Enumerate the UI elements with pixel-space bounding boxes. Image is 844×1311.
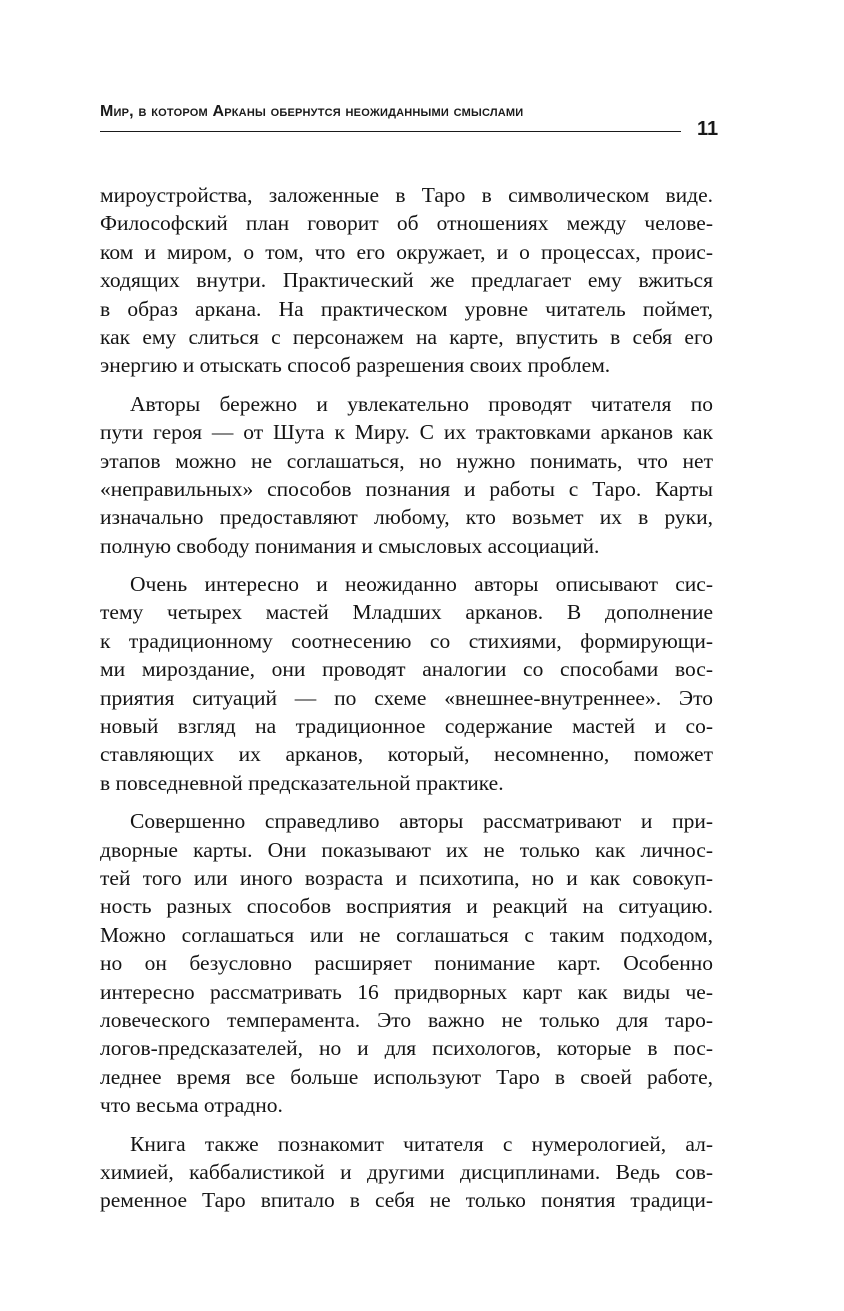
text-line: леднее время все больше используют Таро в своей работе, <box>100 1064 713 1089</box>
text-line: ходящих внутри. Практический же предлагает ему вжиться <box>100 268 713 293</box>
text-line: Философский план говорит об отношениях между челове- <box>100 211 713 236</box>
text-line: логов-предсказателей, но и для психологов, которые в пос- <box>100 1036 713 1061</box>
text-line: энергию и отыскать способ разрешения своих проблем. <box>100 353 611 378</box>
paragraph <box>100 181 713 380</box>
text-line: ставляющих их арканов, который, несомненно, поможет <box>100 742 713 767</box>
text-line: полную свободу понимания и смысловых ассоциаций. <box>100 533 600 558</box>
body-text <box>100 181 713 1215</box>
paragraph <box>100 390 713 560</box>
paragraph <box>100 1130 713 1215</box>
text-line: тей того или иного возраста и психотипа, но и как совокуп- <box>100 865 713 890</box>
text-line: Авторы бережно и увлекательно проводят читателя по <box>130 391 713 416</box>
header-rule <box>100 131 681 132</box>
text-line: Книга также познакомит читателя с нумерологией, ал- <box>130 1131 713 1156</box>
text-line: Совершенно справедливо авторы рассматривают и при- <box>130 809 713 834</box>
text-line: приятия ситуаций — по схеме «внешнее-внутреннее». Это <box>100 685 713 710</box>
text-line: ловеческого темперамента. Это важно не только для таро- <box>100 1007 713 1032</box>
text-line: дворные карты. Они показывают их не только как личнос- <box>100 837 713 862</box>
text-line: в образ аркана. На практическом уровне читатель поймет, <box>100 296 713 321</box>
text-line: ременное Таро впитало в себя не только понятия традици- <box>100 1188 713 1213</box>
text-line: как ему слиться с персонажем на карте, впустить в себя его <box>100 324 713 349</box>
text-line: пути героя — от Шута к Миру. С их трактовками арканов как <box>100 420 713 445</box>
text-line: но он безусловно расширяет понимание карт. Особенно <box>100 951 713 976</box>
text-line: изначально предоставляют любому, кто возьмет их в руки, <box>100 505 713 530</box>
paragraph <box>100 570 713 797</box>
text-line: мироустройства, заложенные в Таро в символическом виде. <box>100 183 713 207</box>
text-line: ком и миром, о том, что его окружает, и о процессах, проис- <box>100 239 713 264</box>
running-header-title: Мир, в котором Арканы обернутся неожиданными смыслами <box>100 103 524 120</box>
text-line: Можно соглашаться или не соглашаться с таким подходом, <box>100 922 713 947</box>
text-line: тему четырех мастей Младших арканов. В дополнение <box>100 600 713 625</box>
text-line: Очень интересно и неожиданно авторы описывают сис- <box>130 572 713 597</box>
page-number: 11 <box>697 118 719 140</box>
text-line: в повседневной предсказательной практике. <box>100 770 504 795</box>
text-line: «неправильных» способов познания и работы с Таро. Карты <box>100 476 713 501</box>
text-line: ность разных способов восприятия и реакций на ситуацию. <box>100 894 713 919</box>
text-line: новый взгляд на традиционное содержание мастей и со- <box>100 714 713 739</box>
text-line: к традиционному соотнесению со стихиями, формирующи- <box>100 628 713 653</box>
text-line: этапов можно не соглашаться, но нужно понимать, что нет <box>100 448 713 473</box>
text-line: интересно рассматривать 16 придворных карт как виды че- <box>100 979 713 1004</box>
paragraph <box>100 807 713 1119</box>
text-line: ми мироздание, они проводят аналогии со способами вос- <box>100 657 713 682</box>
text-line: что весьма отрадно. <box>100 1093 283 1118</box>
text-line: химией, каббалистикой и другими дисциплинами. Ведь сов- <box>100 1159 713 1184</box>
